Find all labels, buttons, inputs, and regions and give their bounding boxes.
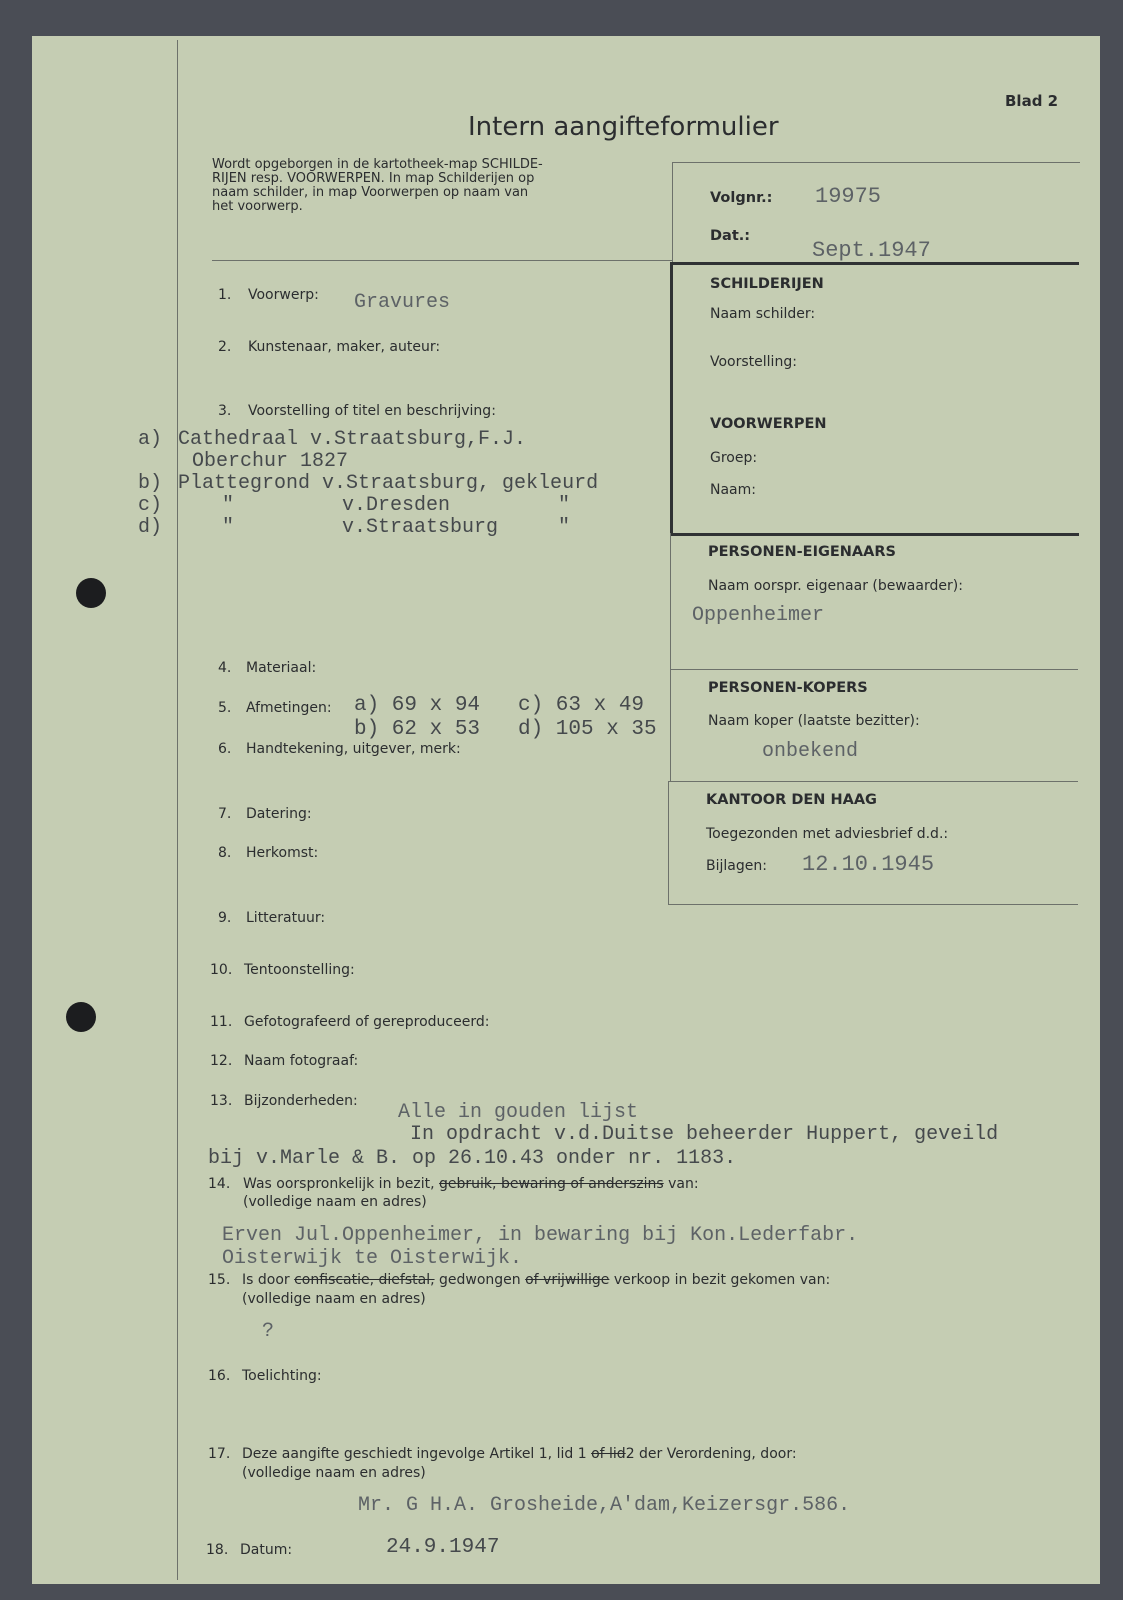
reg-box-top: [672, 162, 1080, 163]
field-18-label: Datum:: [240, 1542, 293, 1558]
datum-value: 24.9.1947: [386, 1536, 500, 1559]
field-1-value: Gravures: [354, 291, 451, 314]
instruction-line: Wordt opgeborgen in de kartotheek-map SCHILDE-: [212, 157, 543, 172]
label-part: Deze aangifte geschiedt ingevolge Artikel 1, lid 1: [242, 1446, 587, 1462]
koper-label: Naam koper (laatste bezitter):: [708, 713, 920, 729]
sheet-number: Blad 2: [1005, 92, 1059, 110]
punch-hole-top: [76, 578, 106, 608]
field-12-label: Naam fotograaf:: [244, 1053, 359, 1069]
kopers-left: [670, 669, 671, 781]
label-part: verkoop in bezit gekomen van:: [609, 1272, 831, 1288]
field-15-sub: (volledige naam en adres): [242, 1291, 426, 1307]
field-15-label: [242, 1272, 830, 1288]
field-5-label: Afmetingen:: [246, 700, 332, 716]
field-5-number: 5.: [218, 700, 232, 716]
header-divider: [212, 260, 672, 261]
field-15-number: 15.: [208, 1272, 231, 1288]
origin-line-1: Erven Jul.Oppenheimer, in bewaring bij Kon.Lederfabr.: [222, 1224, 859, 1247]
kopers-title: PERSONEN-KOPERS: [708, 680, 868, 696]
item-c-text: " v.Dresden ": [222, 494, 571, 517]
field-7-number: 7.: [218, 806, 232, 822]
field-9-label: Litteratuur:: [246, 910, 326, 926]
item-c-key: c): [138, 494, 163, 517]
field-15-value: ?: [262, 1320, 275, 1343]
field-3-number: 3.: [218, 403, 232, 419]
field-6-number: 6.: [218, 741, 232, 757]
field-8-label: Herkomst:: [246, 845, 319, 861]
struck-text: gebruik, bewaring of anderszins: [439, 1176, 664, 1192]
margin-line: [177, 40, 178, 1580]
kantoor-title: KANTOOR DEN HAAG: [706, 792, 877, 808]
field-7-label: Datering:: [246, 806, 312, 822]
bijzonderheden-line-1: Alle in gouden lijst: [398, 1101, 639, 1124]
field-13-number: 13.: [210, 1093, 233, 1109]
field-2-label: Kunstenaar, maker, auteur:: [248, 339, 441, 355]
form-title: Intern aangifteformulier: [468, 112, 779, 142]
dimension-b: b) 62 x 53: [354, 718, 481, 741]
field-14-sub: (volledige naam en adres): [243, 1194, 427, 1210]
field-10-number: 10.: [210, 962, 233, 978]
dimension-a: a) 69 x 94: [354, 694, 481, 717]
naam-label: Naam:: [710, 482, 756, 498]
field-17-number: 17.: [208, 1446, 231, 1462]
eigenaars-bottom: [670, 669, 1078, 670]
label-part: Is door: [242, 1272, 290, 1288]
item-a-continued: Oberchur 1827: [192, 450, 349, 473]
field-14-label: [243, 1176, 699, 1192]
declarant-value: Mr. G H.A. Grosheide,A'dam,Keizersgr.586.: [358, 1494, 851, 1517]
field-17-label: [242, 1446, 797, 1462]
koper-value: onbekend: [762, 740, 859, 763]
schilderijen-title: SCHILDERIJEN: [710, 276, 824, 292]
struck-text: of lid: [591, 1446, 626, 1462]
bijlagen-label: Bijlagen:: [706, 858, 767, 874]
field-4-number: 4.: [218, 660, 232, 676]
label-part: gedwongen: [434, 1272, 521, 1288]
field-12-number: 12.: [210, 1053, 233, 1069]
field-18-number: 18.: [206, 1542, 229, 1558]
struck-text: confiscatie, diefstal,: [294, 1272, 435, 1288]
field-1-label: Voorwerp:: [248, 287, 319, 303]
field-14-number: 14.: [208, 1176, 231, 1192]
filing-instructions: [212, 158, 632, 214]
item-b-key: b): [138, 472, 163, 495]
field-11-number: 11.: [210, 1014, 233, 1030]
field-1-number: 1.: [218, 287, 232, 303]
field-6-label: Handtekening, uitgever, merk:: [246, 741, 461, 757]
eigenaars-left: [670, 533, 671, 669]
field-16-label: Toelichting:: [242, 1368, 322, 1384]
field-10-label: Tentoonstelling:: [244, 962, 355, 978]
field-17-sub: (volledige naam en adres): [242, 1465, 426, 1481]
instruction-line: het voorwerp.: [212, 199, 303, 214]
reg-box-left: [672, 162, 673, 262]
instruction-line: RIJEN resp. VOORWERPEN. In map Schilderijen op: [212, 171, 535, 186]
label-part: 2 der Verordening, door:: [625, 1446, 797, 1462]
field-11-label: Gefotografeerd of gereproduceerd:: [244, 1014, 490, 1030]
punch-hole-bottom: [66, 1002, 96, 1032]
instruction-line: naam schilder, in map Voorwerpen op naam van: [212, 185, 529, 200]
eigenaar-value: Oppenheimer: [692, 604, 825, 627]
bijlagen-value: 12.10.1945: [802, 852, 935, 877]
field-4-label: Materiaal:: [246, 660, 317, 676]
field-8-number: 8.: [218, 845, 232, 861]
dat-label: Dat.:: [710, 228, 751, 244]
origin-line-2: Oisterwijk te Oisterwijk.: [222, 1247, 523, 1270]
item-d-text: " v.Straatsburg ": [222, 516, 571, 539]
dimension-d: d) 105 x 35: [518, 718, 657, 741]
eigenaar-label: Naam oorspr. eigenaar (bewaarder):: [708, 578, 963, 594]
kantoor-bottom: [668, 904, 1078, 905]
field-2-number: 2.: [218, 339, 232, 355]
toegezonden-label: Toegezonden met adviesbrief d.d.:: [706, 826, 949, 842]
kopers-bottom: [668, 781, 1078, 782]
item-b-text: Plattegrond v.Straatsburg, gekleurd: [178, 472, 599, 495]
field-16-number: 16.: [208, 1368, 231, 1384]
volgnr-value: 19975: [815, 184, 882, 209]
dimension-c: c) 63 x 49: [518, 694, 645, 717]
item-a-text: Cathedraal v.Straatsburg,F.J.: [178, 428, 527, 451]
field-9-number: 9.: [218, 910, 232, 926]
voorwerpen-title: VOORWERPEN: [710, 416, 827, 432]
bijzonderheden-line-3: bij v.Marle & B. op 26.10.43 onder nr. 1183.: [208, 1147, 737, 1170]
field-13-label: Bijzonderheden:: [244, 1093, 358, 1109]
eigenaars-title: PERSONEN-EIGENAARS: [708, 544, 896, 560]
item-a-key: a): [138, 428, 163, 451]
item-d-key: d): [138, 516, 163, 539]
struck-text: of vrijwillige: [525, 1272, 610, 1288]
groep-label: Groep:: [710, 450, 758, 466]
label-part: Was oorspronkelijk in bezit,: [243, 1176, 435, 1192]
kantoor-left: [668, 781, 669, 905]
field-3-label: Voorstelling of titel en beschrijving:: [248, 403, 496, 419]
voorstelling-label: Voorstelling:: [710, 354, 797, 370]
bijzonderheden-line-2: In opdracht v.d.Duitse beheerder Huppert, geveild: [410, 1123, 999, 1146]
naam-schilder-label: Naam schilder:: [710, 306, 816, 322]
dat-value: Sept.1947: [812, 238, 931, 263]
label-part: van:: [663, 1176, 699, 1192]
volgnr-label: Volgnr.:: [710, 190, 773, 206]
